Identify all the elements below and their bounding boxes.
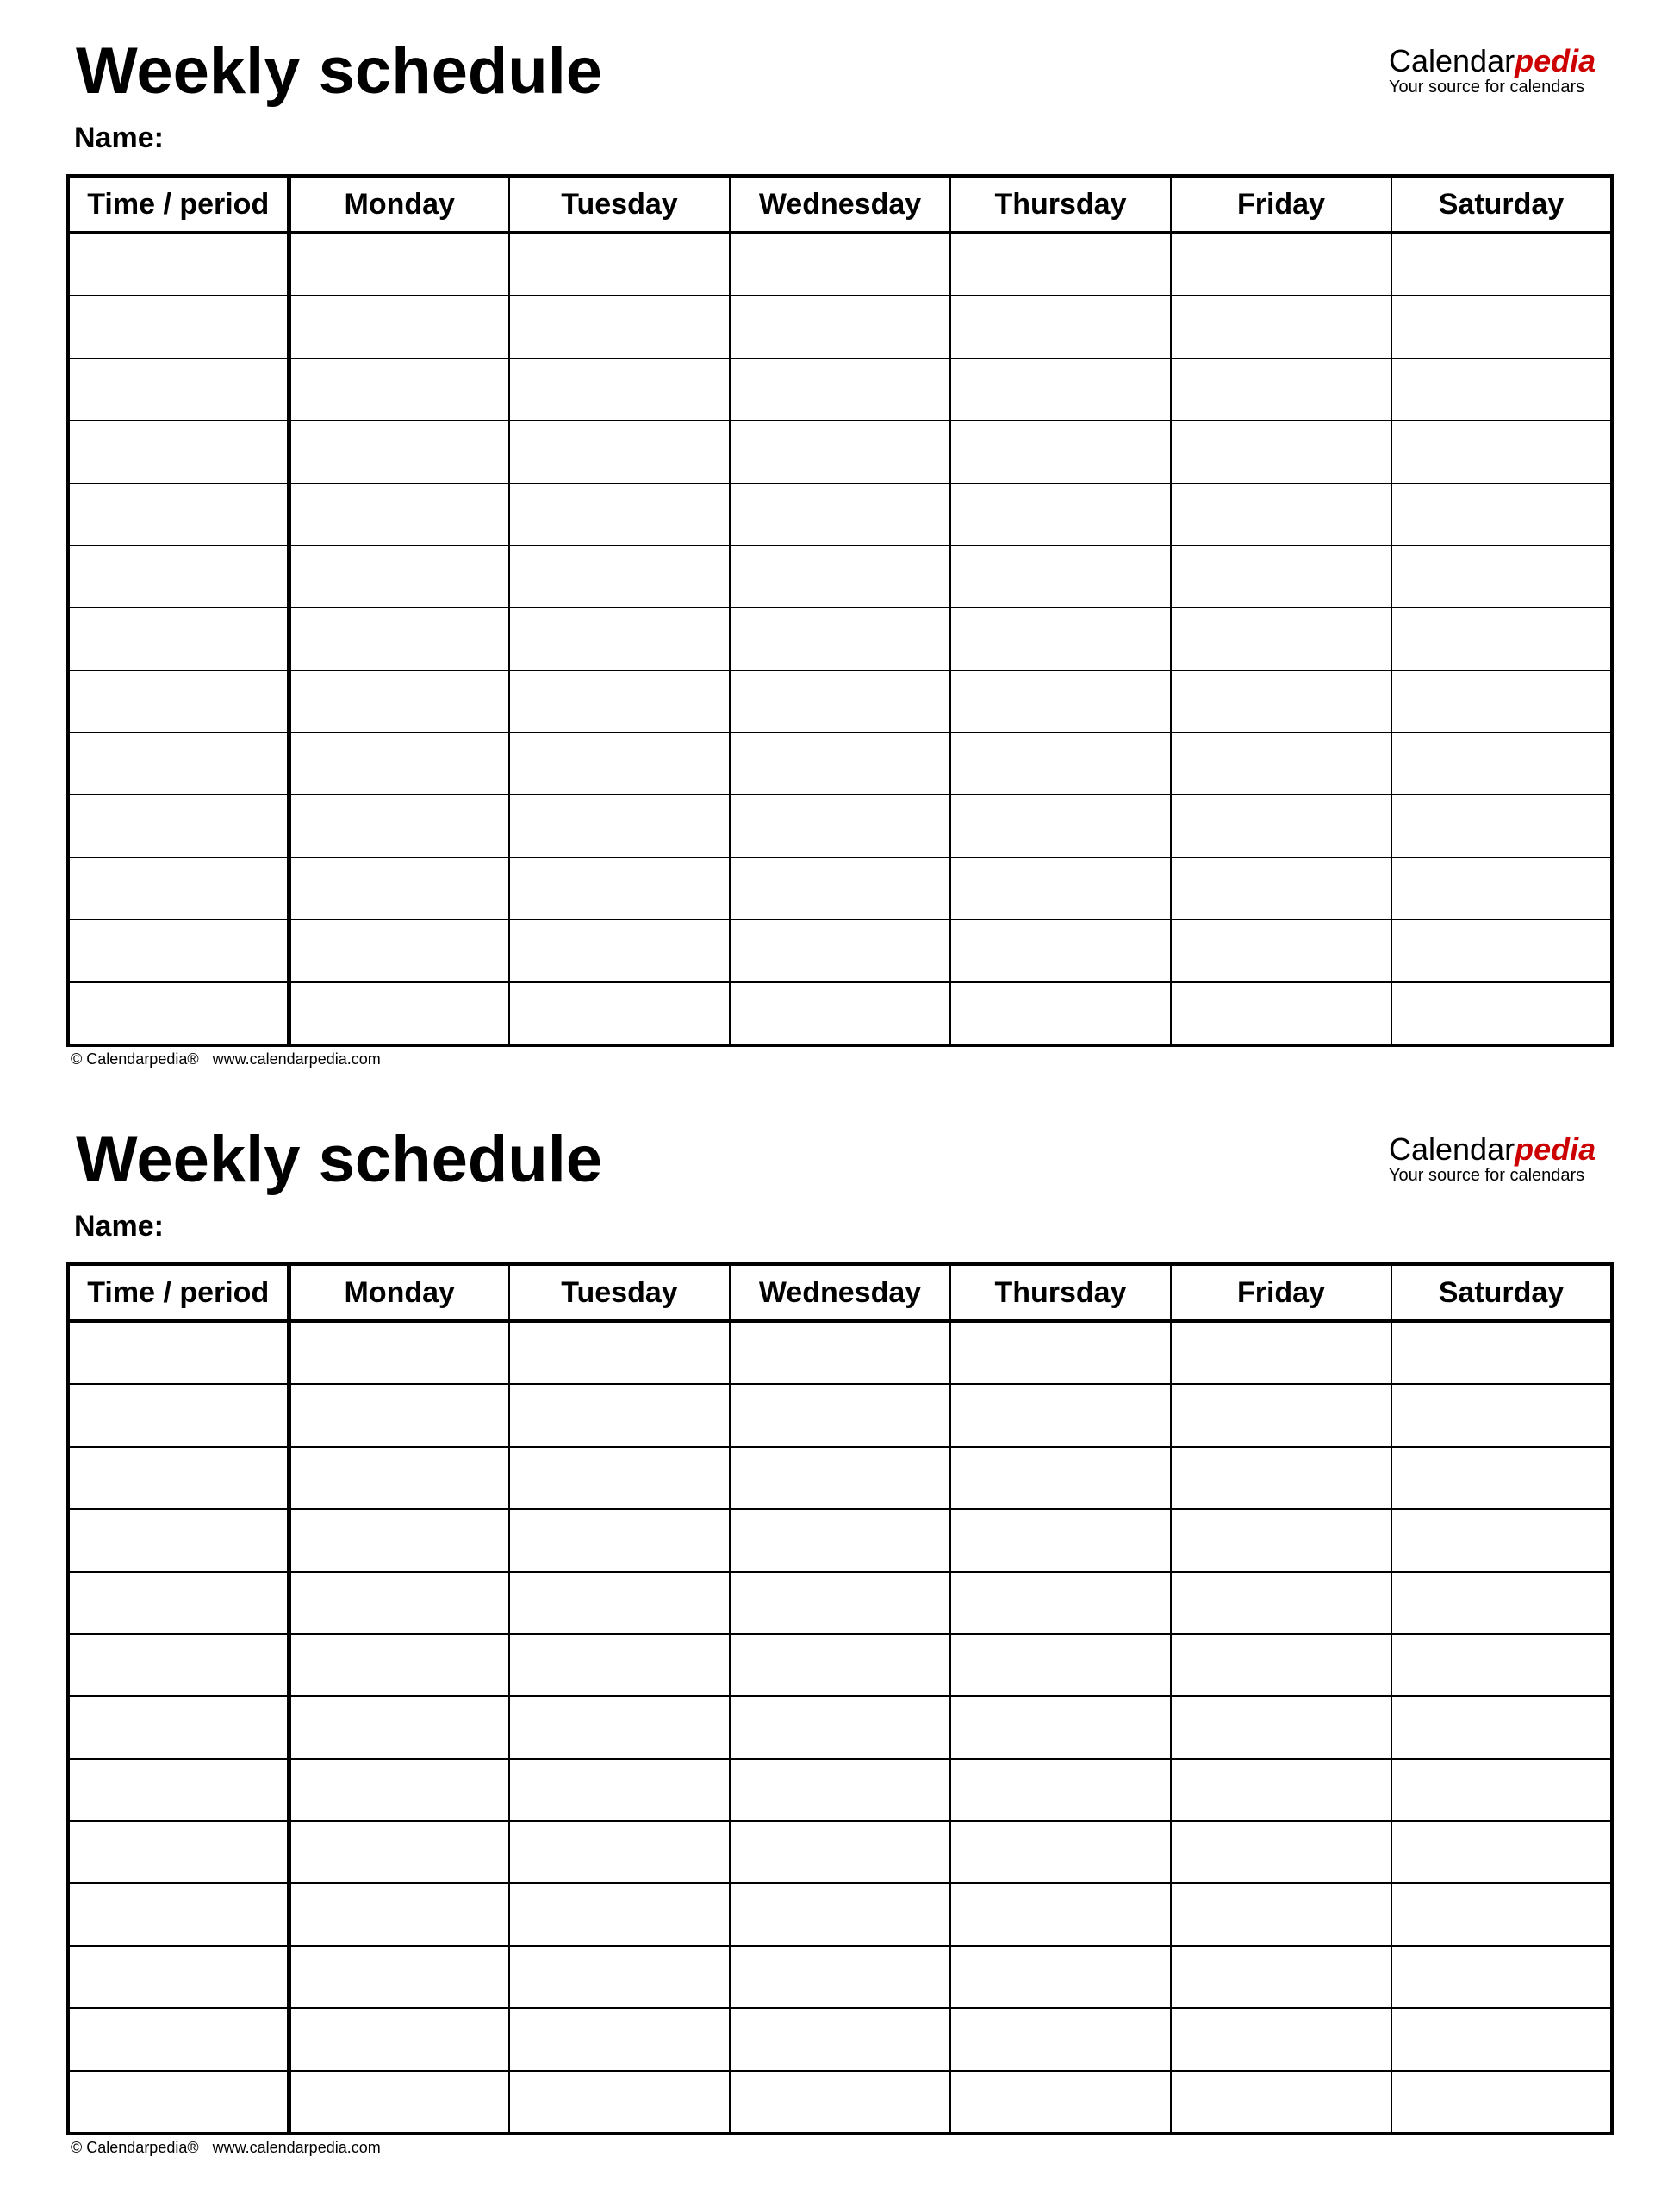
schedule-cell[interactable]: [730, 1696, 950, 1758]
time-period-cell[interactable]: [68, 1883, 289, 1945]
table-row: [68, 982, 1612, 1046]
time-period-cell[interactable]: [68, 1384, 289, 1446]
time-period-cell[interactable]: [68, 795, 289, 857]
schedule-cell[interactable]: [950, 1696, 1171, 1758]
schedule-cell[interactable]: [1391, 1447, 1612, 1509]
schedule-cell[interactable]: [1171, 296, 1391, 358]
schedule-cell[interactable]: [509, 421, 730, 483]
header-row: [68, 1264, 1612, 1321]
table-row: [68, 1509, 1612, 1571]
schedule-cell[interactable]: [730, 2071, 950, 2134]
schedule-cell[interactable]: [730, 608, 950, 670]
schedule-cell[interactable]: [1171, 1759, 1391, 1821]
time-period-cell[interactable]: [68, 1759, 289, 1821]
schedule-cell[interactable]: [509, 545, 730, 608]
table-row: [68, 1821, 1612, 1883]
schedule-cell[interactable]: [1171, 483, 1391, 545]
schedule-body: [68, 233, 1612, 1045]
schedule-cell[interactable]: [1171, 857, 1391, 919]
schedule-cell[interactable]: [509, 1634, 730, 1696]
column-header-thursday: Thursday: [950, 1264, 1171, 1321]
schedule-cell[interactable]: [1171, 1946, 1391, 2008]
schedule-cell[interactable]: [950, 296, 1171, 358]
table-row: [68, 1321, 1612, 1384]
table-row: [68, 421, 1612, 483]
time-period-cell[interactable]: [68, 608, 289, 670]
weekly-schedule-2: [0, 1088, 1680, 2191]
column-header-friday: Friday: [1171, 1264, 1391, 1321]
schedule-cell[interactable]: [950, 1821, 1171, 1883]
schedule-cell[interactable]: [1171, 732, 1391, 795]
schedule-cell[interactable]: [509, 1883, 730, 1945]
schedule-cell[interactable]: [509, 233, 730, 296]
schedule-cell[interactable]: [1171, 545, 1391, 608]
schedule-cell[interactable]: [289, 358, 509, 421]
schedule-cell[interactable]: [950, 732, 1171, 795]
schedule-cell[interactable]: [289, 1321, 509, 1384]
schedule-cell[interactable]: [730, 233, 950, 296]
table-row: [68, 1759, 1612, 1821]
schedule-cell[interactable]: [509, 1572, 730, 1634]
schedule-cell[interactable]: [1391, 1759, 1612, 1821]
brand-name-plain: Calendar: [1389, 1131, 1515, 1167]
column-header-monday: Monday: [289, 176, 509, 233]
schedule-cell[interactable]: [950, 919, 1171, 981]
time-period-cell[interactable]: [68, 421, 289, 483]
schedule-cell[interactable]: [509, 2071, 730, 2134]
column-header-tuesday: Tuesday: [509, 176, 730, 233]
column-header-wednesday: Wednesday: [730, 1264, 950, 1321]
schedule-cell[interactable]: [730, 545, 950, 608]
schedule-cell[interactable]: [730, 857, 950, 919]
schedule-cell[interactable]: [289, 608, 509, 670]
schedule-cell[interactable]: [950, 421, 1171, 483]
brand-logo: [1389, 43, 1664, 97]
schedule-cell[interactable]: [1391, 296, 1612, 358]
schedule-cell[interactable]: [950, 1883, 1171, 1945]
schedule-cell[interactable]: [1391, 358, 1612, 421]
column-header-time-period: Time / period: [68, 1264, 289, 1321]
schedule-cell[interactable]: [289, 919, 509, 981]
schedule-cell[interactable]: [289, 1821, 509, 1883]
schedule-cell[interactable]: [509, 1509, 730, 1571]
column-header-saturday: Saturday: [1391, 176, 1612, 233]
brand-name-plain: Calendar: [1389, 43, 1515, 78]
schedule-cell[interactable]: [289, 795, 509, 857]
name-label: Name:: [74, 122, 164, 154]
time-period-cell[interactable]: [68, 1946, 289, 2008]
footer-url: www.calendarpedia.com: [212, 1050, 381, 1068]
schedule-cell[interactable]: [289, 2071, 509, 2134]
schedule-cell[interactable]: [509, 1759, 730, 1821]
time-period-cell[interactable]: [68, 1509, 289, 1571]
schedule-cell[interactable]: [289, 545, 509, 608]
schedule-cell[interactable]: [730, 670, 950, 732]
brand-name-accent: pedia: [1515, 43, 1596, 78]
schedule-cell[interactable]: [289, 1384, 509, 1446]
schedule-cell[interactable]: [289, 1509, 509, 1571]
time-period-cell[interactable]: [68, 919, 289, 981]
schedule-cell[interactable]: [950, 795, 1171, 857]
time-period-cell[interactable]: [68, 982, 289, 1046]
schedule-cell[interactable]: [1171, 2071, 1391, 2134]
schedule-cell[interactable]: [1391, 1634, 1612, 1696]
time-period-cell[interactable]: [68, 483, 289, 545]
schedule-cell[interactable]: [509, 358, 730, 421]
brand-name-accent: pedia: [1515, 1131, 1596, 1167]
schedule-cell[interactable]: [950, 1572, 1171, 1634]
schedule-cell[interactable]: [730, 1321, 950, 1384]
schedule-cell[interactable]: [1171, 670, 1391, 732]
schedule-cell[interactable]: [1391, 1696, 1612, 1758]
schedule-cell[interactable]: [1391, 1946, 1612, 2008]
page-title: Weekly schedule: [76, 34, 603, 108]
schedule-cell[interactable]: [950, 358, 1171, 421]
column-header-saturday: Saturday: [1391, 1264, 1612, 1321]
schedule-cell[interactable]: [509, 608, 730, 670]
schedule-cell[interactable]: [509, 982, 730, 1046]
column-header-friday: Friday: [1171, 176, 1391, 233]
column-header-tuesday: Tuesday: [509, 1264, 730, 1321]
schedule-cell[interactable]: [1391, 483, 1612, 545]
schedule-cell[interactable]: [730, 1759, 950, 1821]
schedule-cell[interactable]: [509, 1321, 730, 1384]
schedule-cell[interactable]: [730, 795, 950, 857]
table-row: [68, 358, 1612, 421]
schedule-table: [66, 174, 1614, 1047]
schedule-cell[interactable]: [1391, 1321, 1612, 1384]
schedule-cell[interactable]: [509, 2008, 730, 2070]
schedule-cell[interactable]: [289, 296, 509, 358]
schedule-cell[interactable]: [1391, 1821, 1612, 1883]
time-period-cell[interactable]: [68, 2008, 289, 2070]
brand-name: [1389, 43, 1664, 79]
schedule-cell[interactable]: [730, 483, 950, 545]
time-period-cell[interactable]: [68, 1321, 289, 1384]
schedule-cell[interactable]: [730, 1883, 950, 1945]
schedule-cell[interactable]: [730, 982, 950, 1046]
schedule-cell[interactable]: [950, 1759, 1171, 1821]
footer-copyright: © Calendarpedia®: [71, 2139, 199, 2156]
time-period-cell[interactable]: [68, 1572, 289, 1634]
schedule-cell[interactable]: [1171, 1321, 1391, 1384]
schedule-cell[interactable]: [1171, 982, 1391, 1046]
schedule-cell[interactable]: [509, 1696, 730, 1758]
schedule-cell[interactable]: [950, 857, 1171, 919]
schedule-cell[interactable]: [730, 1509, 950, 1571]
schedule-cell[interactable]: [289, 857, 509, 919]
schedule-cell[interactable]: [289, 1883, 509, 1945]
table-row: [68, 1634, 1612, 1696]
schedule-cell[interactable]: [1391, 732, 1612, 795]
schedule-cell[interactable]: [289, 1946, 509, 2008]
table-row: [68, 857, 1612, 919]
column-header-wednesday: Wednesday: [730, 176, 950, 233]
schedule-cell[interactable]: [730, 1447, 950, 1509]
schedule-cell[interactable]: [950, 1321, 1171, 1384]
schedule-cell[interactable]: [950, 670, 1171, 732]
table-row: [68, 296, 1612, 358]
schedule-cell[interactable]: [1391, 233, 1612, 296]
schedule-cell[interactable]: [950, 2071, 1171, 2134]
schedule-cell[interactable]: [1391, 919, 1612, 981]
schedule-cell[interactable]: [289, 1447, 509, 1509]
schedule-cell[interactable]: [1391, 1384, 1612, 1446]
schedule-cell[interactable]: [1171, 1509, 1391, 1571]
schedule-cell[interactable]: [950, 608, 1171, 670]
time-period-cell[interactable]: [68, 358, 289, 421]
table-row: [68, 732, 1612, 795]
schedule-cell[interactable]: [1391, 608, 1612, 670]
time-period-cell[interactable]: [68, 1821, 289, 1883]
table-row: [68, 919, 1612, 981]
schedule-cell[interactable]: [1171, 233, 1391, 296]
schedule-cell[interactable]: [509, 1821, 730, 1883]
schedule-cell[interactable]: [1391, 982, 1612, 1046]
schedule-cell[interactable]: [1391, 1883, 1612, 1945]
schedule-cell[interactable]: [1171, 1696, 1391, 1758]
schedule-cell[interactable]: [289, 2008, 509, 2070]
table-row: [68, 1696, 1612, 1758]
schedule-cell[interactable]: [730, 1384, 950, 1446]
schedule-cell[interactable]: [509, 483, 730, 545]
brand-tagline: Your source for calendars: [1389, 1166, 1585, 1185]
table-row: [68, 1883, 1612, 1945]
schedule-cell[interactable]: [1171, 1634, 1391, 1696]
schedule-cell[interactable]: [1391, 421, 1612, 483]
brand-logo: [1389, 1131, 1664, 1185]
schedule-cell[interactable]: [509, 1447, 730, 1509]
schedule-cell[interactable]: [289, 233, 509, 296]
schedule-cell[interactable]: [950, 2008, 1171, 2070]
schedule-cell[interactable]: [730, 421, 950, 483]
table-row: [68, 608, 1612, 670]
schedule-cell[interactable]: [730, 1946, 950, 2008]
time-period-cell[interactable]: [68, 857, 289, 919]
table-row: [68, 483, 1612, 545]
schedule-cell[interactable]: [289, 1572, 509, 1634]
schedule-cell[interactable]: [1391, 795, 1612, 857]
schedule-cell[interactable]: [950, 1946, 1171, 2008]
schedule-cell[interactable]: [950, 1384, 1171, 1446]
table-row: [68, 233, 1612, 296]
schedule-cell[interactable]: [1171, 1384, 1391, 1446]
table-row: [68, 1572, 1612, 1634]
schedule-cell[interactable]: [289, 1634, 509, 1696]
table-row: [68, 670, 1612, 732]
footer: [71, 1050, 381, 1069]
schedule-cell[interactable]: [950, 1634, 1171, 1696]
schedule-cell[interactable]: [950, 1509, 1171, 1571]
schedule-cell[interactable]: [1171, 1572, 1391, 1634]
schedule-cell[interactable]: [1171, 421, 1391, 483]
schedule-cell[interactable]: [289, 421, 509, 483]
schedule-cell[interactable]: [1391, 2071, 1612, 2134]
time-period-cell[interactable]: [68, 1447, 289, 1509]
schedule-cell[interactable]: [1171, 919, 1391, 981]
time-period-cell[interactable]: [68, 732, 289, 795]
schedule-cell[interactable]: [509, 296, 730, 358]
table-row: [68, 1447, 1612, 1509]
schedule-cell[interactable]: [1171, 608, 1391, 670]
table-row: [68, 545, 1612, 608]
column-header-time-period: Time / period: [68, 176, 289, 233]
schedule-cell[interactable]: [730, 1572, 950, 1634]
schedule-cell[interactable]: [730, 919, 950, 981]
schedule-cell[interactable]: [1171, 1883, 1391, 1945]
column-header-monday: Monday: [289, 1264, 509, 1321]
schedule-cell[interactable]: [1171, 358, 1391, 421]
schedule-body: [68, 1321, 1612, 2134]
schedule-cell[interactable]: [509, 857, 730, 919]
schedule-cell[interactable]: [950, 233, 1171, 296]
time-period-cell[interactable]: [68, 233, 289, 296]
schedule-cell[interactable]: [1171, 2008, 1391, 2070]
schedule-cell[interactable]: [1391, 857, 1612, 919]
schedule-cell[interactable]: [509, 670, 730, 732]
schedule-cell[interactable]: [950, 982, 1171, 1046]
table-row: [68, 1384, 1612, 1446]
table-row: [68, 795, 1612, 857]
table-row: [68, 2071, 1612, 2134]
schedule-cell[interactable]: [730, 2008, 950, 2070]
schedule-cell[interactable]: [509, 732, 730, 795]
schedule-cell[interactable]: [950, 1447, 1171, 1509]
schedule-cell[interactable]: [730, 1821, 950, 1883]
schedule-cell[interactable]: [730, 358, 950, 421]
schedule-cell[interactable]: [1391, 1572, 1612, 1634]
page-title: Weekly schedule: [76, 1123, 603, 1196]
time-period-cell[interactable]: [68, 1634, 289, 1696]
table-row: [68, 1946, 1612, 2008]
schedule-cell[interactable]: [1391, 670, 1612, 732]
schedule-cell[interactable]: [1171, 1447, 1391, 1509]
time-period-cell[interactable]: [68, 296, 289, 358]
schedule-cell[interactable]: [509, 919, 730, 981]
table-row: [68, 2008, 1612, 2070]
schedule-cell[interactable]: [289, 1696, 509, 1758]
time-period-cell[interactable]: [68, 1696, 289, 1758]
name-label: Name:: [74, 1210, 164, 1243]
schedule-cell[interactable]: [289, 483, 509, 545]
schedule-cell[interactable]: [730, 732, 950, 795]
schedule-cell[interactable]: [509, 1384, 730, 1446]
footer-url: www.calendarpedia.com: [212, 2139, 381, 2156]
brand-tagline: Your source for calendars: [1389, 78, 1585, 97]
schedule-cell[interactable]: [1171, 795, 1391, 857]
schedule-cell[interactable]: [730, 296, 950, 358]
schedule-cell[interactable]: [289, 1759, 509, 1821]
column-header-thursday: Thursday: [950, 176, 1171, 233]
schedule-cell[interactable]: [950, 483, 1171, 545]
time-period-cell[interactable]: [68, 545, 289, 608]
schedule-table: [66, 1262, 1614, 2135]
time-period-cell[interactable]: [68, 670, 289, 732]
header-row: [68, 176, 1612, 233]
schedule-cell[interactable]: [730, 1634, 950, 1696]
schedule-cell[interactable]: [1391, 1509, 1612, 1571]
footer-copyright: © Calendarpedia®: [71, 1050, 199, 1068]
schedule-cell[interactable]: [289, 732, 509, 795]
footer: [71, 2138, 381, 2157]
schedule-cell[interactable]: [289, 982, 509, 1046]
time-period-cell[interactable]: [68, 2071, 289, 2134]
schedule-cell[interactable]: [950, 545, 1171, 608]
schedule-cell[interactable]: [1171, 1821, 1391, 1883]
schedule-cell[interactable]: [1391, 2008, 1612, 2070]
schedule-cell[interactable]: [509, 795, 730, 857]
schedule-cell[interactable]: [509, 1946, 730, 2008]
schedule-cell[interactable]: [1391, 545, 1612, 608]
brand-name: [1389, 1131, 1664, 1168]
schedule-cell[interactable]: [289, 670, 509, 732]
